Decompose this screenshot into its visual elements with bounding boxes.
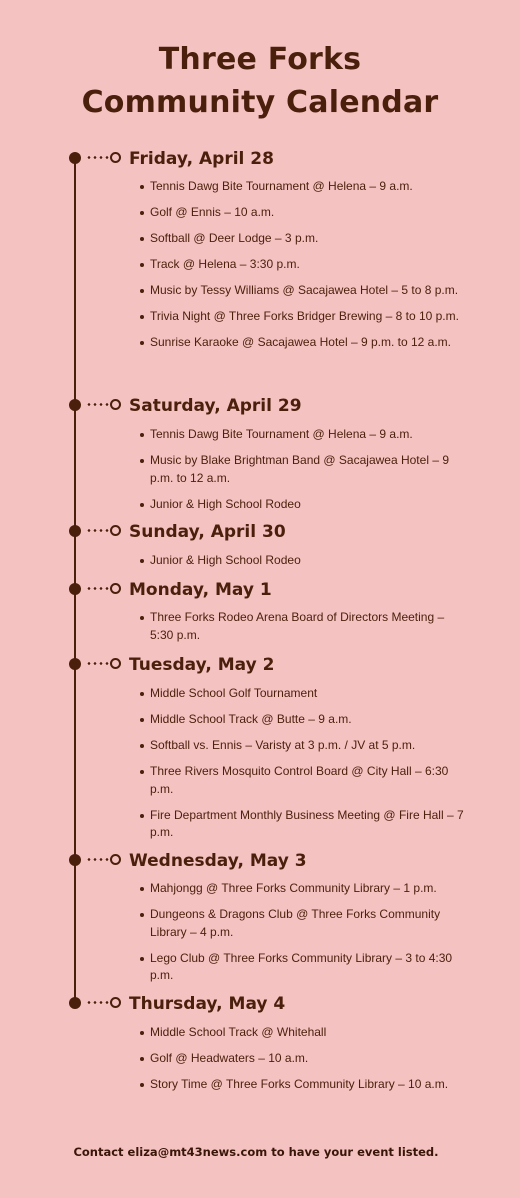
event-item: Softball vs. Ennis – Varisty at 3 p.m. / JV at 5 p.m. (150, 737, 470, 755)
timeline-marker (69, 150, 125, 166)
event-list (150, 685, 470, 850)
timeline-marker (69, 397, 125, 413)
timeline-marker (69, 656, 125, 672)
dotted-connector-icon (86, 403, 110, 406)
day-heading: Tuesday, May 2 (129, 655, 275, 675)
ring-icon (110, 854, 121, 865)
event-item: Music by Blake Brightman Band @ Sacajawea Hotel – 9 p.m. to 12 a.m. (150, 452, 470, 487)
day-heading: Friday, April 28 (129, 149, 274, 169)
event-list (150, 880, 470, 993)
timeline-marker (69, 523, 125, 539)
event-item: Golf @ Headwaters – 10 a.m. (150, 1050, 470, 1068)
timeline-dot-icon (69, 583, 81, 595)
timeline-marker (69, 852, 125, 868)
dotted-connector-icon (86, 156, 110, 159)
event-item: Track @ Helena – 3:30 p.m. (150, 256, 470, 274)
title-line-1: Three Forks (158, 42, 362, 77)
dotted-connector-icon (86, 858, 110, 861)
timeline-dot-icon (69, 525, 81, 537)
event-item: Tennis Dawg Bite Tournament @ Helena – 9 a.m. (150, 426, 470, 444)
event-item: Music by Tessy Williams @ Sacajawea Hotel – 5 to 8 p.m. (150, 282, 470, 300)
event-item: Dungeons & Dragons Club @ Three Forks Community Library – 4 p.m. (150, 906, 470, 941)
event-item: Fire Department Monthly Business Meeting @ Fire Hall – 7 p.m. (150, 807, 470, 842)
ring-icon (110, 658, 121, 669)
contact-footer: Contact eliza@mt43news.com to have your event listed. (73, 1145, 439, 1159)
timeline-dot-icon (69, 658, 81, 670)
title-line-2: Community Calendar (81, 85, 439, 120)
event-item: Middle School Golf Tournament (150, 685, 470, 703)
timeline-dot-icon (69, 399, 81, 411)
timeline-dot-icon (69, 997, 81, 1009)
day-heading: Monday, May 1 (129, 580, 272, 600)
event-item: Tennis Dawg Bite Tournament @ Helena – 9 a.m. (150, 178, 470, 196)
event-item: Middle School Track @ Whitehall (150, 1024, 470, 1042)
event-list (150, 609, 470, 653)
ring-icon (110, 997, 121, 1008)
event-item: Golf @ Ennis – 10 a.m. (150, 204, 470, 222)
event-list (150, 552, 470, 578)
event-item: Three Rivers Mosquito Control Board @ City Hall – 6:30 p.m. (150, 763, 470, 798)
event-list (150, 426, 470, 522)
dotted-connector-icon (86, 529, 110, 532)
event-item: Story Time @ Three Forks Community Library – 10 a.m. (150, 1076, 470, 1094)
event-list (150, 1024, 470, 1102)
ring-icon (110, 583, 121, 594)
dotted-connector-icon (86, 587, 110, 590)
event-list (150, 178, 470, 360)
event-item: Trivia Night @ Three Forks Bridger Brewing – 8 to 10 p.m. (150, 308, 470, 326)
event-item: Junior & High School Rodeo (150, 496, 470, 514)
event-item: Softball @ Deer Lodge – 3 p.m. (150, 230, 470, 248)
day-heading: Wednesday, May 3 (129, 851, 307, 871)
event-item: Mahjongg @ Three Forks Community Library – 1 p.m. (150, 880, 470, 898)
day-heading: Sunday, April 30 (129, 522, 286, 542)
timeline-dot-icon (69, 854, 81, 866)
timeline-marker (69, 581, 125, 597)
day-heading: Saturday, April 29 (129, 396, 302, 416)
dotted-connector-icon (86, 1001, 110, 1004)
page-title (0, 38, 520, 124)
timeline-marker (69, 995, 125, 1011)
event-item: Sunrise Karaoke @ Sacajawea Hotel – 9 p.m. to 12 a.m. (150, 334, 470, 352)
dotted-connector-icon (86, 662, 110, 665)
timeline-dot-icon (69, 152, 81, 164)
ring-icon (110, 399, 121, 410)
event-item: Middle School Track @ Butte – 9 a.m. (150, 711, 470, 729)
day-heading: Thursday, May 4 (129, 994, 286, 1014)
event-item: Lego Club @ Three Forks Community Library – 3 to 4:30 p.m. (150, 950, 470, 985)
event-item: Junior & High School Rodeo (150, 552, 470, 570)
ring-icon (110, 525, 121, 536)
event-item: Three Forks Rodeo Arena Board of Directors Meeting – 5:30 p.m. (150, 609, 470, 644)
ring-icon (110, 152, 121, 163)
